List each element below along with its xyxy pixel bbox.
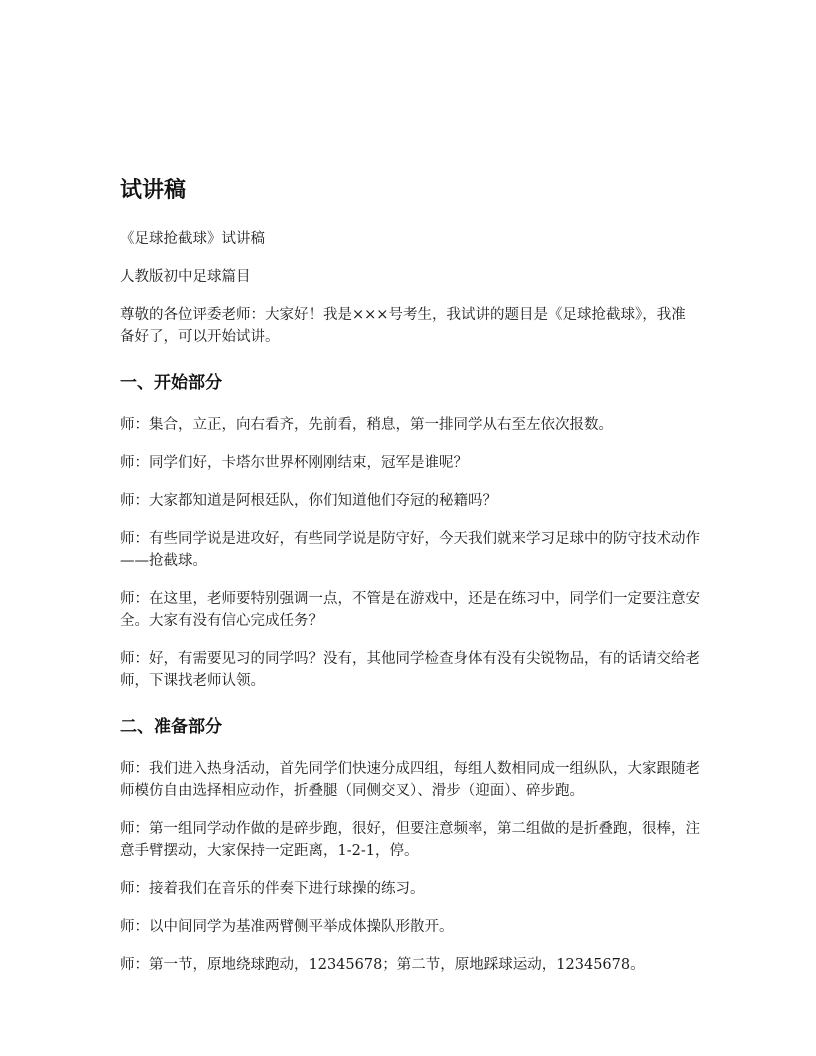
paragraph: 师：在这里，老师要特别强调一点，不管是在游戏中，还是在练习中，同学们一定要注意安全。大家有没有信心完成任务？ <box>120 591 700 629</box>
paragraph: 师：第一组同学动作做的是碎步跑，很好，但要注意频率，第二组做的是折叠跑，很棒，注意手臂摆动，大家保持一定距离，1-2-1，停。 <box>120 821 700 859</box>
paragraph: 师：好，有需要见习的同学吗？没有，其他同学检查身体有没有尖锐物品，有的话请交给老师，下课找老师认领。 <box>120 651 700 689</box>
paragraph: 师：同学们好，卡塔尔世界杯刚刚结束，冠军是谁呢？ <box>120 455 468 471</box>
section-heading-preparation: 二、准备部分 <box>120 717 222 737</box>
section-heading-start: 一、开始部分 <box>120 373 222 393</box>
paragraph: 师：以中间同学为基准两臂侧平举成体操队形散开。 <box>120 919 454 935</box>
greeting-paragraph: 尊敬的各位评委老师：大家好！我是×××号考生，我试讲的题目是《足球抢截球》，我准备好了，可以开始试讲。 <box>120 307 686 345</box>
paragraph: 师：有些同学说是进攻好，有些同学说是防守好，今天我们就来学习足球中的防守技术动作——抢截球。 <box>120 531 700 569</box>
document-page <box>120 176 700 992</box>
lesson-title: 《足球抢截球》试讲稿 <box>120 231 265 247</box>
paragraph: 师：我们进入热身活动，首先同学们快速分成四组，每组人数相同成一组纵队，大家跟随老师模仿自由选择相应动作，折叠腿（同侧交叉）、滑步（迎面）、碎步跑。 <box>120 761 700 799</box>
document-title: 试讲稿 <box>120 178 187 203</box>
paragraph: 师：大家都知道是阿根廷队，你们知道他们夺冠的秘籍吗？ <box>120 493 497 509</box>
textbook-line: 人教版初中足球篇目 <box>120 269 251 285</box>
paragraph: 师：第一节，原地绕球跑动，12345678；第二节，原地踩球运动，12345678。 <box>120 957 645 973</box>
paragraph: 师：集合，立正，向右看齐，先前看，稍息，第一排同学从右至左依次报数。 <box>120 417 613 433</box>
paragraph: 师：接着我们在音乐的伴奏下进行球操的练习。 <box>120 881 425 897</box>
